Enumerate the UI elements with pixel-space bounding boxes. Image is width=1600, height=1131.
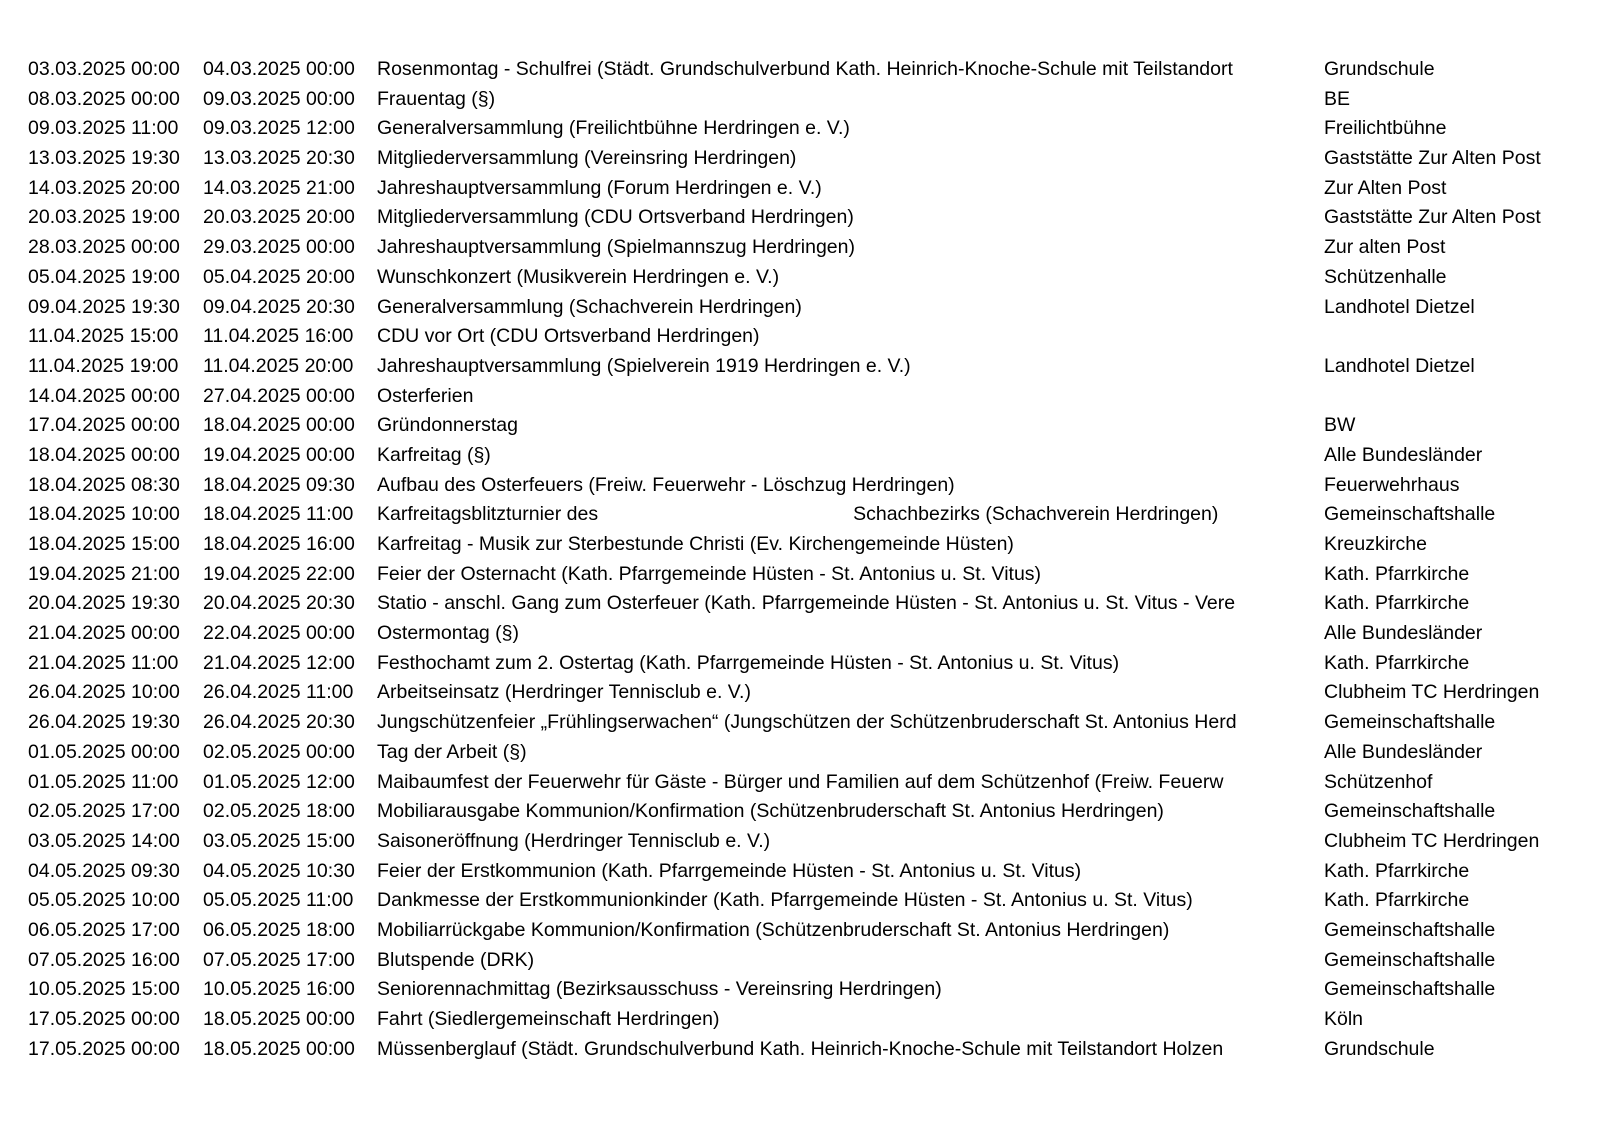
event-title	[377, 174, 1319, 204]
event-location: Schützenhof	[1324, 770, 1433, 793]
event-title	[377, 946, 1319, 976]
event-title-text: Mitgliederversammlung (Vereinsring Herdringen)	[377, 147, 797, 170]
event-row	[28, 916, 1588, 946]
event-title	[377, 471, 1319, 501]
event-title	[377, 857, 1319, 887]
event-end: 27.04.2025 00:00	[203, 384, 355, 407]
event-title-text: Dankmesse der Erstkommunionkinder (Kath. Pfarrgemeinde Hüsten - St. Antonius u. St. Vitus)	[377, 889, 1193, 912]
event-row	[28, 530, 1588, 560]
event-row	[28, 441, 1588, 471]
event-title-text: Arbeitseinsatz (Herdringer Tennisclub e. V.)	[377, 681, 751, 704]
event-title	[377, 441, 1319, 471]
event-row	[28, 382, 1588, 412]
event-start: 26.04.2025 10:00	[28, 681, 180, 704]
event-title-text: Jahreshauptversammlung (Spielmannszug Herdringen)	[377, 236, 855, 259]
event-title-text: Saisoneröffnung (Herdringer Tennisclub e. V.)	[377, 829, 771, 852]
event-start: 09.04.2025 19:30	[28, 295, 180, 318]
event-title	[377, 708, 1319, 738]
event-title-text: Karfreitag - Musik zur Sterbestunde Christi (Ev. Kirchengemeinde Hüsten)	[377, 533, 1014, 555]
event-row	[28, 1035, 1588, 1065]
event-title	[377, 203, 1319, 233]
event-end: 29.03.2025 00:00	[203, 236, 355, 259]
event-row	[28, 203, 1588, 233]
event-end: 26.04.2025 20:30	[203, 711, 355, 734]
event-title-text: Maibaumfest der Feuerwehr für Gäste - Bürger und Familien auf dem Schützenhof (Freiw. Feuerw	[377, 770, 1224, 793]
event-title-text: Generalversammlung (Freilichtbühne Herdringen e. V.)	[377, 117, 850, 140]
event-list	[28, 55, 1588, 1064]
event-row	[28, 560, 1588, 590]
event-location: Gemeinschaftshalle	[1324, 918, 1496, 941]
event-location: Landhotel Dietzel	[1324, 354, 1475, 377]
event-title	[377, 768, 1319, 798]
event-title	[377, 530, 1319, 560]
event-end: 09.03.2025 00:00	[203, 87, 355, 110]
event-row	[28, 411, 1588, 441]
event-row	[28, 946, 1588, 976]
event-title	[377, 411, 1319, 441]
event-end: 20.04.2025 20:30	[203, 592, 355, 615]
event-location: Gaststätte Zur Alten Post	[1324, 147, 1541, 170]
event-location: Grundschule	[1324, 1037, 1435, 1060]
event-end: 10.05.2025 16:00	[203, 978, 355, 1001]
event-title	[377, 678, 1319, 708]
event-title	[377, 1005, 1319, 1035]
event-row	[28, 975, 1588, 1005]
event-end: 18.04.2025 11:00	[203, 503, 354, 526]
event-start: 02.05.2025 17:00	[28, 800, 180, 823]
event-start: 05.05.2025 10:00	[28, 889, 180, 912]
event-start: 13.03.2025 19:30	[28, 147, 180, 170]
event-row	[28, 738, 1588, 768]
event-start: 18.04.2025 08:30	[28, 473, 180, 496]
event-location: Kath. Pfarrkirche	[1324, 889, 1470, 912]
event-title	[377, 114, 1319, 144]
event-title	[377, 619, 1319, 649]
event-row	[28, 293, 1588, 323]
event-location: Zur alten Post	[1324, 236, 1446, 259]
event-start: 07.05.2025 16:00	[28, 948, 180, 971]
event-title-text: Gründonnerstag	[377, 414, 518, 437]
event-row	[28, 649, 1588, 679]
event-start: 01.05.2025 00:00	[28, 740, 180, 763]
event-title-text: Frauentag (§)	[377, 87, 496, 110]
event-end: 19.04.2025 22:00	[203, 562, 355, 585]
event-row	[28, 114, 1588, 144]
event-location: Gemeinschaftshalle	[1324, 711, 1496, 734]
event-title	[377, 322, 1319, 352]
event-start: 05.04.2025 19:00	[28, 265, 180, 288]
event-title	[377, 589, 1319, 619]
event-title-text: Blutspende (DRK)	[377, 948, 535, 971]
event-title-text: Karfreitagsblitzturnier des	[377, 503, 599, 526]
event-title	[377, 500, 1319, 530]
event-title	[377, 55, 1319, 85]
event-title	[377, 382, 1319, 412]
event-row	[28, 797, 1588, 827]
event-row	[28, 144, 1588, 174]
event-location: Kath. Pfarrkirche	[1324, 859, 1470, 882]
event-location: BE	[1324, 87, 1351, 110]
event-end: 05.05.2025 11:00	[203, 889, 354, 912]
event-row	[28, 1005, 1588, 1035]
event-row	[28, 886, 1588, 916]
event-location: Clubheim TC Herdringen	[1324, 829, 1540, 852]
event-end: 01.05.2025 12:00	[203, 770, 355, 793]
event-location: Grundschule	[1324, 58, 1435, 80]
event-title	[377, 649, 1319, 679]
event-title	[377, 560, 1319, 590]
event-start: 01.05.2025 11:00	[28, 770, 179, 793]
event-location: Gemeinschaftshalle	[1324, 503, 1496, 526]
event-title-text: Mobiliarausgabe Kommunion/Konfirmation (Schützenbruderschaft St. Antonius Herdringen)	[377, 800, 1164, 823]
event-end: 18.05.2025 00:00	[203, 1008, 355, 1030]
event-location: Kreuzkirche	[1324, 533, 1427, 555]
event-end: 09.03.2025 12:00	[203, 117, 355, 140]
event-title	[377, 85, 1319, 115]
event-location: Kath. Pfarrkirche	[1324, 592, 1470, 615]
event-title-text: Osterferien	[377, 384, 474, 407]
event-row	[28, 233, 1588, 263]
event-row	[28, 857, 1588, 887]
event-start: 10.05.2025 15:00	[28, 978, 180, 1001]
event-title-text: Seniorennachmittag (Bezirksausschuss - Vereinsring Herdringen)	[377, 978, 942, 1001]
event-end: 06.05.2025 18:00	[203, 918, 355, 941]
event-location: Köln	[1324, 1008, 1364, 1030]
event-row	[28, 500, 1588, 530]
event-end: 21.04.2025 12:00	[203, 651, 355, 674]
event-start: 14.04.2025 00:00	[28, 384, 180, 407]
event-title	[377, 886, 1319, 916]
event-title	[377, 233, 1319, 263]
event-start: 03.03.2025 00:00	[28, 58, 180, 80]
event-end: 02.05.2025 18:00	[203, 800, 355, 823]
event-title-text: Mitgliederversammlung (CDU Ortsverband Herdringen)	[377, 206, 854, 229]
event-title-text: Statio - anschl. Gang zum Osterfeuer (Kath. Pfarrgemeinde Hüsten - St. Antonius u. St. Vitus - Vere	[377, 592, 1236, 615]
event-end: 02.05.2025 00:00	[203, 740, 355, 763]
event-title-text: Ostermontag (§)	[377, 622, 519, 645]
event-title-text: Generalversammlung (Schachverein Herdringen)	[377, 295, 802, 318]
event-row	[28, 322, 1588, 352]
event-start: 19.04.2025 21:00	[28, 562, 180, 585]
event-start: 09.03.2025 11:00	[28, 117, 179, 140]
event-location: Alle Bundesländer	[1324, 740, 1483, 763]
event-start: 11.04.2025 15:00	[28, 325, 179, 348]
event-title	[377, 797, 1319, 827]
event-end: 18.04.2025 09:30	[203, 473, 355, 496]
event-end: 04.05.2025 10:30	[203, 859, 355, 882]
event-location: Alle Bundesländer	[1324, 622, 1483, 645]
event-end: 18.04.2025 16:00	[203, 533, 355, 555]
event-end: 11.04.2025 16:00	[203, 325, 354, 348]
event-title	[377, 1035, 1319, 1065]
event-title-text: Karfreitag (§)	[377, 443, 491, 466]
event-title-text: Jahreshauptversammlung (Spielverein 1919 Herdringen e. V.)	[377, 354, 911, 377]
event-title	[377, 738, 1319, 768]
event-end: 13.03.2025 20:30	[203, 147, 355, 170]
event-start: 03.05.2025 14:00	[28, 829, 180, 852]
event-start: 08.03.2025 00:00	[28, 87, 180, 110]
event-title-text: Jahreshauptversammlung (Forum Herdringen e. V.)	[377, 176, 822, 199]
event-row	[28, 678, 1588, 708]
event-title	[377, 827, 1319, 857]
event-title	[377, 352, 1319, 382]
event-row	[28, 589, 1588, 619]
event-start: 26.04.2025 19:30	[28, 711, 180, 734]
event-location: Clubheim TC Herdringen	[1324, 681, 1540, 704]
event-title-text: Feier der Erstkommunion (Kath. Pfarrgemeinde Hüsten - St. Antonius u. St. Vitus)	[377, 859, 1082, 882]
event-end: 19.04.2025 00:00	[203, 443, 355, 466]
event-title-text: Tag der Arbeit (§)	[377, 740, 527, 763]
event-title-text: Müssenberglauf (Städt. Grundschulverbund Kath. Heinrich-Knoche-Schule mit Teilstandort Holzen	[377, 1037, 1224, 1060]
event-location: Gemeinschaftshalle	[1324, 800, 1496, 823]
event-end: 07.05.2025 17:00	[203, 948, 355, 971]
event-start: 06.05.2025 17:00	[28, 918, 180, 941]
event-start: 17.05.2025 00:00	[28, 1008, 180, 1030]
event-end: 03.05.2025 15:00	[203, 829, 355, 852]
event-title-text: Mobiliarrückgabe Kommunion/Konfirmation (Schützenbruderschaft St. Antonius Herdringen)	[377, 918, 1170, 941]
event-start: 20.03.2025 19:00	[28, 206, 180, 229]
event-title-text: Feier der Osternacht (Kath. Pfarrgemeinde Hüsten - St. Antonius u. St. Vitus)	[377, 562, 1042, 585]
event-location: Freilichtbühne	[1324, 117, 1447, 140]
event-title-text: Wunschkonzert (Musikverein Herdringen e. V.)	[377, 265, 780, 288]
event-end: 20.03.2025 20:00	[203, 206, 355, 229]
event-title-tail: Schachbezirks (Schachverein Herdringen)	[853, 503, 1219, 526]
event-row	[28, 619, 1588, 649]
event-end: 05.04.2025 20:00	[203, 265, 355, 288]
event-title-text: Fahrt (Siedlergemeinschaft Herdringen)	[377, 1008, 720, 1030]
event-end: 09.04.2025 20:30	[203, 295, 355, 318]
event-start: 18.04.2025 00:00	[28, 443, 180, 466]
event-row	[28, 352, 1588, 382]
event-start: 18.04.2025 15:00	[28, 533, 180, 555]
event-location: Feuerwehrhaus	[1324, 473, 1460, 496]
event-start: 17.05.2025 00:00	[28, 1037, 180, 1060]
event-end: 22.04.2025 00:00	[203, 622, 355, 645]
event-start: 28.03.2025 00:00	[28, 236, 180, 259]
event-location: Alle Bundesländer	[1324, 443, 1483, 466]
event-location: Landhotel Dietzel	[1324, 295, 1475, 318]
event-location: Zur Alten Post	[1324, 176, 1447, 199]
event-row	[28, 85, 1588, 115]
event-title	[377, 144, 1319, 174]
event-start: 21.04.2025 11:00	[28, 651, 179, 674]
event-row	[28, 174, 1588, 204]
event-end: 18.04.2025 00:00	[203, 414, 355, 437]
event-title	[377, 916, 1319, 946]
event-end: 14.03.2025 21:00	[203, 176, 355, 199]
event-start: 11.04.2025 19:00	[28, 354, 179, 377]
event-title-text: CDU vor Ort (CDU Ortsverband Herdringen)	[377, 325, 760, 348]
event-title-text: Aufbau des Osterfeuers (Freiw. Feuerwehr - Löschzug Herdringen)	[377, 473, 955, 496]
event-location: Gemeinschaftshalle	[1324, 978, 1496, 1001]
event-end: 04.03.2025 00:00	[203, 58, 355, 80]
event-row	[28, 55, 1588, 85]
event-title	[377, 293, 1319, 323]
event-row	[28, 471, 1588, 501]
event-end: 18.05.2025 00:00	[203, 1037, 355, 1060]
event-start: 20.04.2025 19:30	[28, 592, 180, 615]
event-start: 14.03.2025 20:00	[28, 176, 180, 199]
event-location: Kath. Pfarrkirche	[1324, 651, 1470, 674]
event-row	[28, 827, 1588, 857]
event-start: 17.04.2025 00:00	[28, 414, 180, 437]
event-location: Gaststätte Zur Alten Post	[1324, 206, 1541, 229]
event-title-text: Rosenmontag - Schulfrei (Städt. Grundschulverbund Kath. Heinrich-Knoche-Schule mit Teilstandort	[377, 58, 1233, 80]
event-location: Kath. Pfarrkirche	[1324, 562, 1470, 585]
event-start: 18.04.2025 10:00	[28, 503, 180, 526]
event-start: 21.04.2025 00:00	[28, 622, 180, 645]
event-title-text: Jungschützenfeier „Frühlingserwachen“ (Jungschützen der Schützenbruderschaft St. Antonius Herd	[377, 711, 1237, 734]
event-row	[28, 768, 1588, 798]
event-location: Gemeinschaftshalle	[1324, 948, 1496, 971]
event-title	[377, 263, 1319, 293]
event-row	[28, 263, 1588, 293]
event-location: Schützenhalle	[1324, 265, 1447, 288]
event-end: 11.04.2025 20:00	[203, 354, 354, 377]
event-start: 04.05.2025 09:30	[28, 859, 180, 882]
event-location: BW	[1324, 414, 1356, 437]
event-row	[28, 708, 1588, 738]
event-title-text: Festhochamt zum 2. Ostertag (Kath. Pfarrgemeinde Hüsten - St. Antonius u. St. Vitus)	[377, 651, 1120, 674]
event-end: 26.04.2025 11:00	[203, 681, 354, 704]
event-title	[377, 975, 1319, 1005]
